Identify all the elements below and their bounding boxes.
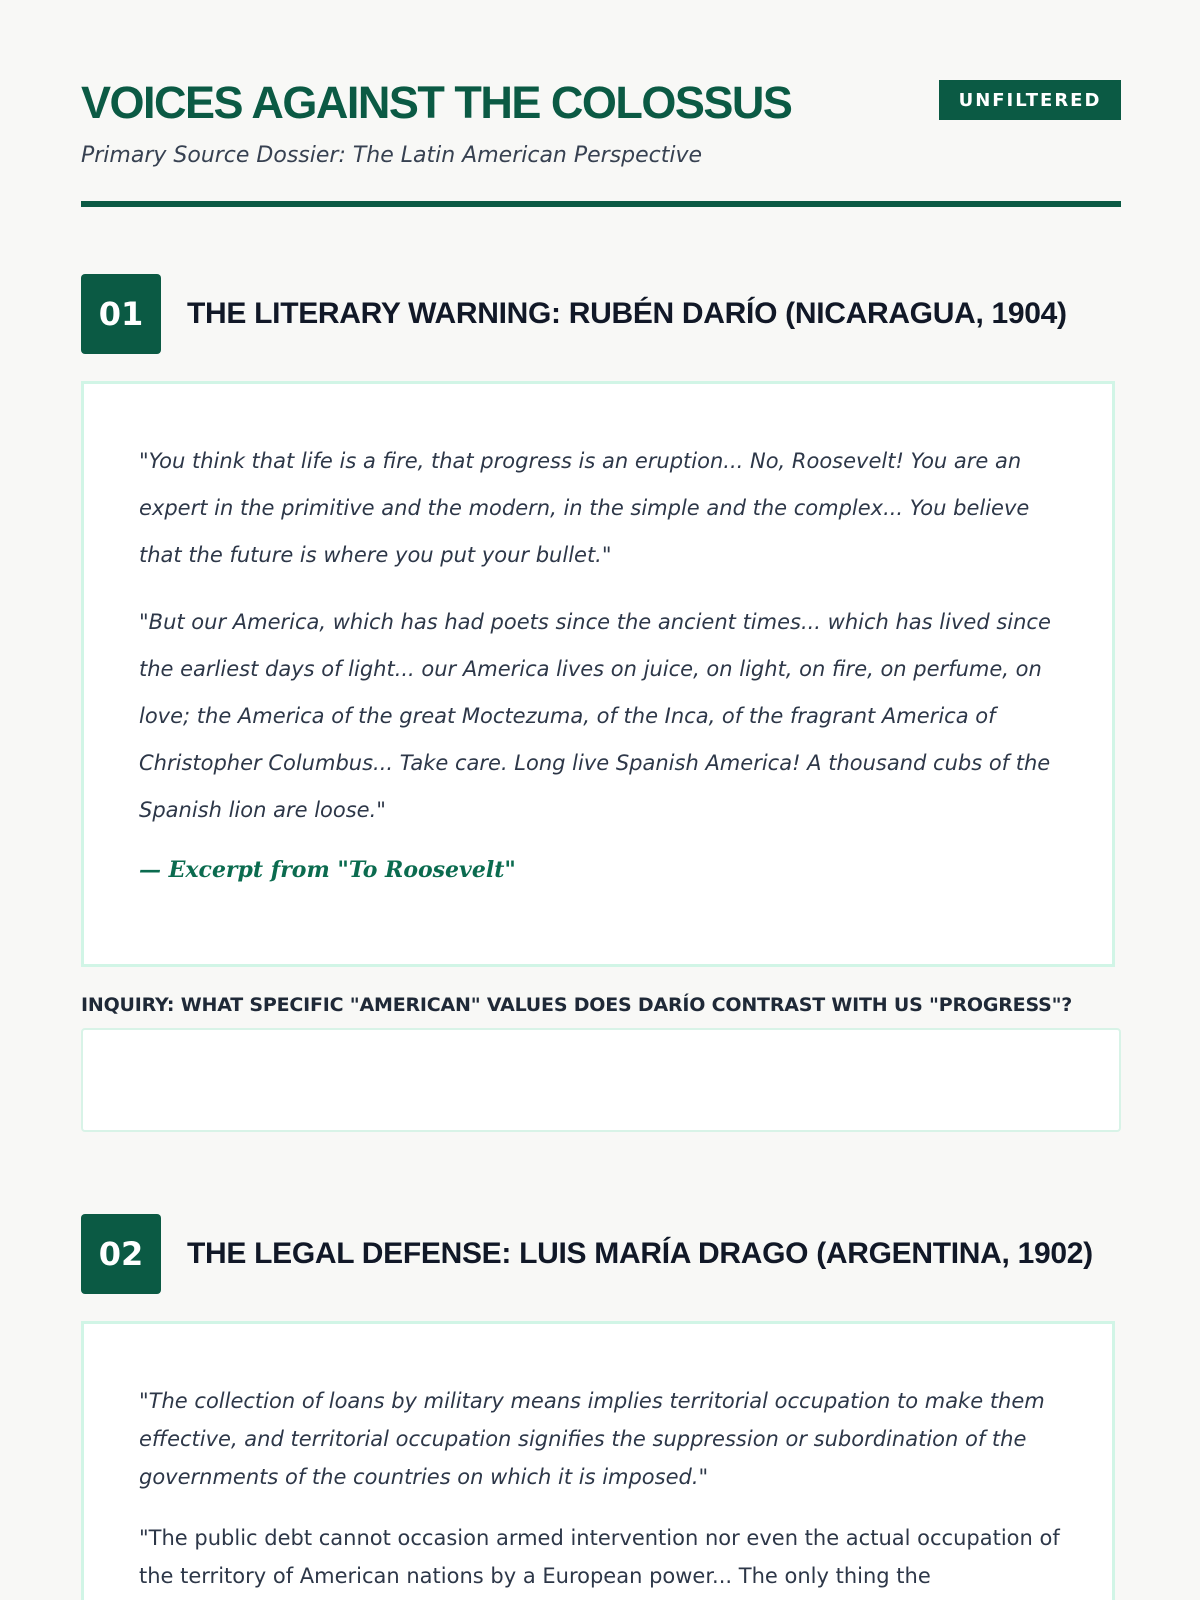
quote-paragraph: "The collection of loans by military means implies territorial occupation to make them effective, and territorial occupation signifies the suppression or subordination of the governments of the countries on which it is imposed." (139, 1389, 1045, 1489)
section-number: 01 (81, 274, 161, 354)
quote-paragraph: "But our America, which has had poets since the ancient times... which has lived since the earliest days of light... our America lives on juice, on light, on fire, on perfume, on love; the America of the great Moctezuma, of the Inca, of the fragrant America of Christopher Columbus... Take care. Long live Spanish America! A thousand cubs of the Spanish lion are loose." (139, 610, 1051, 822)
quote-content (139, 1382, 1069, 1595)
header-divider (81, 201, 1121, 207)
quote-content (139, 438, 1069, 883)
section-number: 02 (81, 1214, 161, 1294)
source-quote-box (81, 1321, 1115, 1600)
section-title: THE LITERARY WARNING: RUBÉN DARÍO (NICARAGUA, 1904) (187, 297, 1067, 330)
source-quote-box (81, 381, 1115, 967)
quote-paragraph: "The public debt cannot occasion armed intervention nor even the actual occupation of the territory of American nations by a European power... The only thing the (139, 1526, 1060, 1588)
quote-paragraph: "You think that life is a fire, that progress is an eruption... No, Roosevelt! You are an expert in the primitive and the modern, in the simple and the complex... You believe that the future is where you put your bullet." (139, 449, 1030, 567)
unfiltered-badge: UNFILTERED (939, 80, 1121, 120)
section-01-header (81, 274, 1141, 354)
inquiry-question: INQUIRY: WHAT SPECIFIC "AMERICAN" VALUES DOES DARÍO CONTRAST WITH US "PROGRESS"? (81, 994, 1073, 1016)
page-subtitle: Primary Source Dossier: The Latin American Perspective (81, 143, 703, 168)
section-02-header (81, 1214, 1141, 1294)
page-header (81, 77, 1121, 168)
quote-attribution: — Excerpt from "To Roosevelt" (139, 857, 516, 883)
inquiry-answer-field[interactable] (81, 1028, 1121, 1132)
page-title: VOICES AGAINST THE COLOSSUS (81, 77, 792, 128)
section-title: THE LEGAL DEFENSE: LUIS MARÍA DRAGO (ARGENTINA, 1902) (187, 1237, 1093, 1270)
